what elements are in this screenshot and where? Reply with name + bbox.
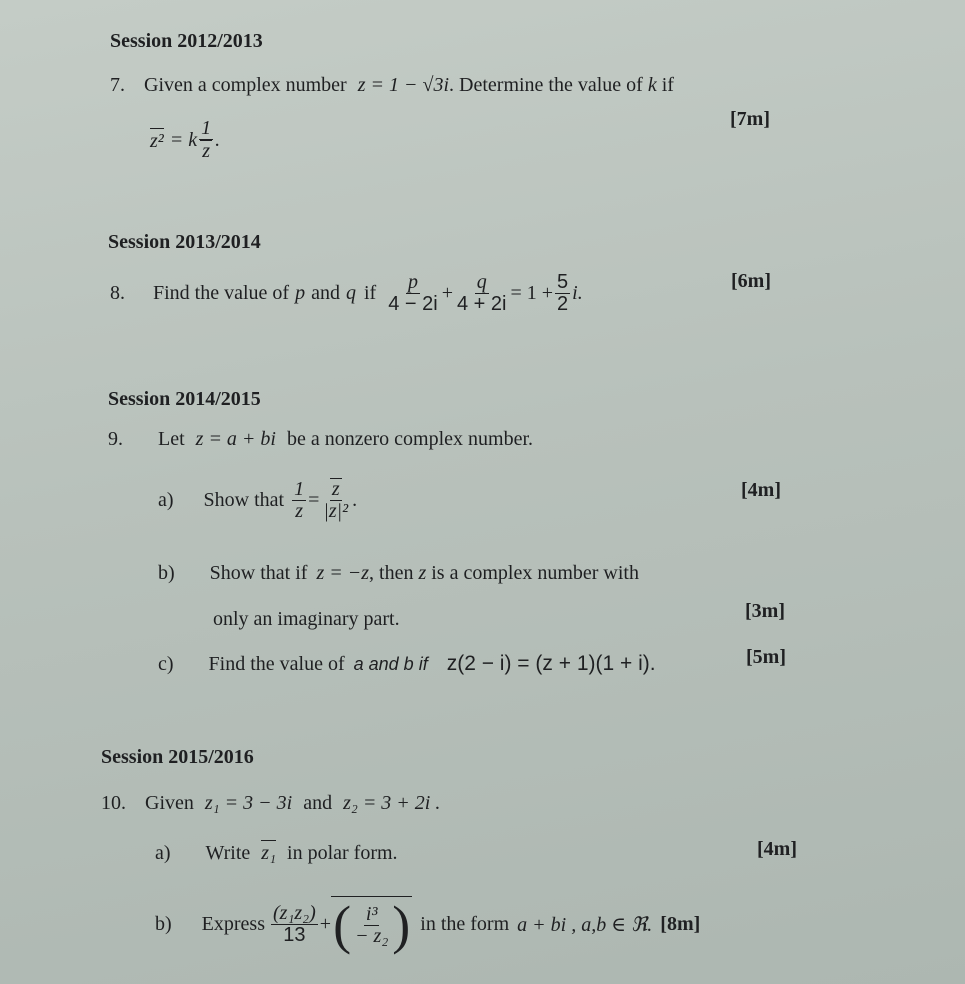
question-text: is a complex number with — [431, 562, 639, 584]
question-text: Given — [145, 792, 194, 814]
math-variable: p — [295, 281, 306, 304]
question-text: Given a complex number — [144, 74, 347, 96]
question-text: Show that if — [209, 562, 308, 584]
question-number: 7. — [110, 74, 125, 96]
marks-label: [5m] — [746, 646, 786, 668]
math-expression: z² — [150, 129, 164, 152]
session-heading: Session 2015/2016 — [101, 746, 254, 768]
question-10a — [155, 842, 398, 865]
question-text: and — [311, 281, 340, 304]
fraction — [455, 272, 508, 315]
fraction-denominator: 2 — [557, 292, 569, 315]
math-expression: z₁ = 3 − 3i — [204, 792, 293, 814]
math-expression: z₂ = 3 + 2i . — [343, 792, 441, 814]
fraction-denominator: |z|² — [323, 500, 349, 522]
marks-label: [3m] — [745, 600, 785, 622]
question-9 — [108, 428, 533, 451]
question-9c — [158, 652, 656, 676]
math-variable: z — [418, 562, 427, 584]
question-number: 9. — [108, 428, 123, 450]
fraction — [386, 272, 439, 315]
fraction-numerator: z — [331, 478, 340, 500]
question-9b — [158, 562, 639, 585]
question-9a — [158, 466, 357, 534]
question-text: Let — [158, 428, 185, 450]
question-text: only an imaginary part. — [213, 608, 400, 630]
question-number: 10. — [101, 792, 126, 814]
marks-label: [4m] — [757, 838, 797, 860]
session-heading: Session 2014/2015 — [108, 388, 261, 410]
math-equation — [150, 118, 220, 162]
math-operator: + — [319, 912, 332, 935]
fraction — [321, 478, 350, 522]
question-text: Find the value of — [208, 653, 345, 675]
question-text: , then — [369, 562, 414, 584]
fraction-denominator: 13 — [283, 923, 306, 946]
question-text: if — [661, 74, 674, 96]
marks-label: [8m] — [660, 912, 701, 935]
fraction-numerator: 5 — [557, 270, 569, 293]
fraction-denominator: z — [202, 140, 211, 162]
question-7 — [110, 74, 674, 97]
question-text: be a nonzero complex number. — [287, 428, 534, 450]
part-label: b) — [155, 912, 172, 935]
question-text: Find the value of — [153, 281, 290, 304]
math-expression: z = 1 − √3i — [357, 74, 450, 96]
question-text: in the form — [420, 912, 510, 935]
conjugate-group — [331, 895, 412, 955]
fraction — [292, 479, 306, 522]
question-text: in polar form. — [287, 842, 398, 864]
math-expression: . — [215, 128, 221, 151]
math-variable: k — [647, 74, 657, 96]
right-paren: ) — [392, 895, 411, 955]
left-paren: ( — [333, 895, 352, 955]
math-expression: z = −z — [316, 562, 370, 584]
fraction-numerator: 1 — [201, 117, 212, 139]
math-operator: = — [308, 488, 320, 511]
part-label: a) — [158, 488, 174, 511]
fraction — [555, 272, 570, 315]
fraction-numerator: 1 — [294, 477, 305, 500]
marks-label: [7m] — [730, 108, 770, 130]
math-expression: i. — [572, 281, 583, 304]
fraction-numerator: p — [407, 270, 418, 293]
question-10 — [101, 792, 440, 815]
question-number: 8. — [110, 281, 125, 304]
math-expression: . — [352, 488, 358, 511]
question-text: Express — [201, 912, 265, 935]
fraction-denominator: − z₂ — [355, 924, 389, 947]
fraction-numerator: (z₁z₂) — [273, 901, 316, 924]
part-label: c) — [158, 653, 174, 675]
math-variable: q — [345, 281, 356, 304]
math-expression: z(2 − i) = (z + 1)(1 + i). — [446, 652, 656, 675]
part-label: b) — [158, 562, 175, 584]
fraction-numerator: q — [476, 270, 487, 293]
question-text: and — [303, 792, 333, 814]
math-operator: + — [441, 281, 453, 304]
math-variables: a and b if — [353, 654, 428, 674]
question-10b — [155, 884, 700, 964]
math-expression: = k — [169, 128, 198, 151]
marks-label: [6m] — [731, 270, 771, 292]
session-heading: Session 2013/2014 — [108, 231, 261, 253]
question-8 — [110, 262, 583, 324]
session-heading: Session 2012/2013 — [110, 30, 263, 52]
question-text: Show that — [203, 488, 285, 511]
math-expression: = 1 + — [510, 281, 554, 304]
fraction-denominator: 4 + 2i — [456, 292, 507, 315]
fraction-numerator: i³ — [365, 902, 378, 925]
question-text: Write — [205, 842, 251, 864]
question-text: . Determine the value of — [449, 74, 643, 96]
math-variable: z₁ — [261, 842, 277, 864]
math-expression: z = a + bi — [195, 428, 276, 450]
part-label: a) — [155, 842, 171, 864]
fraction-denominator: 4 − 2i — [388, 292, 438, 315]
fraction — [271, 903, 318, 946]
question-text: if — [363, 281, 377, 304]
fraction-denominator: z — [295, 499, 303, 522]
math-expression: a + bi , a,b ∈ ℜ. — [517, 913, 653, 936]
fraction — [353, 904, 390, 947]
marks-label: [4m] — [741, 479, 781, 501]
fraction — [199, 118, 213, 162]
